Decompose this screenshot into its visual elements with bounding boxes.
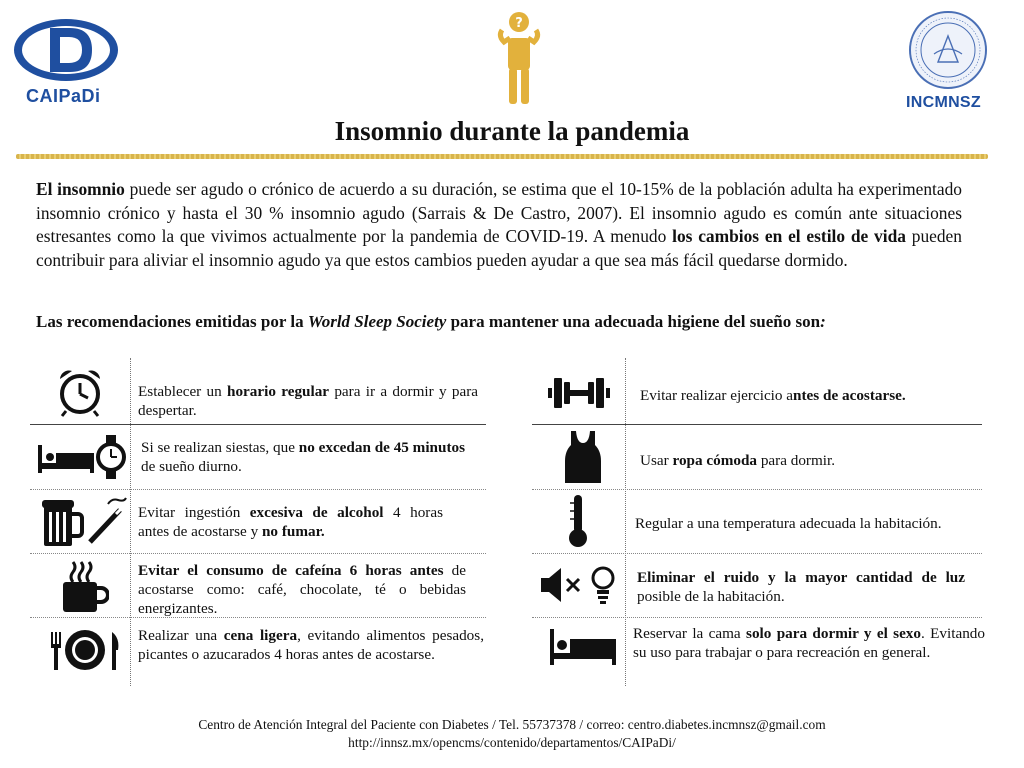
right-item-1-b: ntes de acostarse.: [793, 387, 906, 404]
intro-text-b: pueden contribuir para aliviar el insomnio agudo ya que estos cambios pueden ayudar a que sea más fácil quedarse dormido.: [36, 226, 962, 270]
left-item-1-a: Establecer un: [138, 383, 228, 400]
left-row-divider: [30, 489, 486, 490]
right-column-divider: [625, 358, 626, 686]
right-item-5-b: solo para dormir y el sexo: [746, 625, 921, 642]
left-item-4-c: de acostarse como: café, chocolate, té o bebidas energizantes.: [138, 562, 466, 617]
footer-url[interactable]: http://innsz.mx/opencms/contenido/departamentos/CAIPaDi/: [348, 735, 676, 750]
caipadi-logo-text: CAIPaDi: [26, 86, 101, 106]
thinking-person-icon: [494, 8, 544, 108]
gold-divider: [16, 154, 988, 159]
bed-icon: [546, 624, 620, 670]
incmnsz-logo: [900, 10, 1000, 110]
intro-text-a: puede ser agudo o crónico de acuerdo a su duración, se estima que el 10-15% de la población adulta ha experimentado insomnio crónico y hasta el 30 % insomnio agudo (Sarrais & De Castro, 2007). El insomnio agudo es común ante situaciones estresantes como la que vivimos actualmente por la pandemia de COVID-19. A menudo: [36, 179, 962, 246]
left-item-4-text: [138, 561, 466, 618]
bed-watch-icon: [34, 428, 128, 486]
plate-cutlery-icon: [40, 622, 130, 678]
left-item-3-text: [138, 503, 443, 541]
right-item-4-text: [637, 568, 965, 606]
left-item-2-text: [141, 438, 465, 476]
left-item-4-b: Evitar el consumo de cafeína 6 horas antes: [138, 562, 444, 579]
right-item-5-a: Reservar la cama: [633, 625, 747, 642]
right-item-4-b: Eliminar el ruido y la mayor cantidad de luz: [637, 569, 965, 586]
right-item-4-c: posible de la habitación.: [637, 588, 785, 605]
alarm-clock-icon: [40, 364, 120, 420]
right-row-divider: [532, 489, 982, 490]
left-item-2-a: Si se realizan siestas, que: [141, 439, 299, 456]
right-row-divider: [532, 553, 982, 554]
right-item-2-b: ropa cómoda: [672, 452, 758, 469]
right-item-3-a: Regular a una temperatura adecuada la habitación.: [635, 515, 942, 532]
left-item-3-c: 4 horas antes de acostarse y: [138, 504, 444, 540]
left-row-divider: [30, 424, 486, 425]
right-item-1-text: [640, 386, 970, 405]
tank-top-icon: [556, 428, 610, 484]
dumbbell-icon: [540, 368, 618, 418]
intro-bold-lifestyle: los cambios en el estilo de vida: [672, 226, 906, 246]
left-item-5-c: , evitando alimentos pesados, picantes o azucarados 4 horas antes de acostarse.: [138, 627, 484, 663]
left-item-5-a: Realizar una: [138, 627, 224, 644]
reco-society: World Sleep Society: [307, 312, 447, 331]
reco-colon: :: [820, 312, 826, 331]
left-item-5-b: cena ligera: [223, 627, 298, 644]
left-item-3-d: no fumar.: [261, 523, 325, 540]
coffee-cup-icon: [44, 557, 124, 615]
caipadi-logo: [12, 14, 122, 110]
reco-before: Las recomendaciones emitidas por la: [36, 312, 308, 331]
recommendations-heading: [36, 312, 976, 332]
left-item-2-b: no excedan de 45 minutos: [298, 439, 466, 456]
left-row-divider: [30, 553, 486, 554]
mute-lightbulb-icon: [536, 562, 620, 608]
svg-text:?: ?: [515, 16, 523, 31]
left-item-2-c: de sueño diurno.: [141, 458, 242, 475]
left-item-1-text: [138, 382, 478, 420]
footer-contact: Centro de Atención Integral del Paciente con Diabetes / Tel. 55737378 / correo: centro.diabetes.incmnsz@gmail.com: [198, 717, 826, 732]
right-item-2-text: [640, 451, 970, 470]
intro-paragraph: [36, 178, 962, 272]
left-item-3-b: excesiva de alcohol: [249, 504, 384, 521]
left-item-5-text: [138, 626, 484, 664]
left-item-1-b: horario regular: [227, 383, 330, 400]
incmnsz-logo-text: INCMNSZ: [906, 94, 981, 111]
left-item-1-c: para ir a dormir y para despertar.: [138, 383, 479, 419]
left-column-divider: [130, 358, 131, 686]
page-title: Insomnio durante la pandemia: [334, 116, 690, 146]
thermometer-icon: [556, 492, 600, 550]
right-row-divider: [532, 424, 982, 425]
right-item-5-c: . Evitando su uso para trabajar o para recreación en general.: [633, 625, 985, 661]
reco-after: para mantener una adecuada higiene del sueño son: [446, 312, 821, 331]
intro-bold-insomnio: El insomnio: [36, 179, 125, 199]
right-item-3-text: [635, 514, 995, 533]
right-item-2-c: para dormir.: [757, 452, 836, 469]
beer-cigarette-icon: [36, 494, 130, 550]
right-item-1-a: Evitar realizar ejercicio a: [640, 387, 794, 404]
right-item-5-text: [633, 624, 985, 662]
footer: [0, 716, 1024, 752]
right-row-divider: [532, 617, 982, 618]
right-item-2-a: Usar: [640, 452, 673, 469]
left-item-3-a: Evitar ingestión: [138, 504, 250, 521]
